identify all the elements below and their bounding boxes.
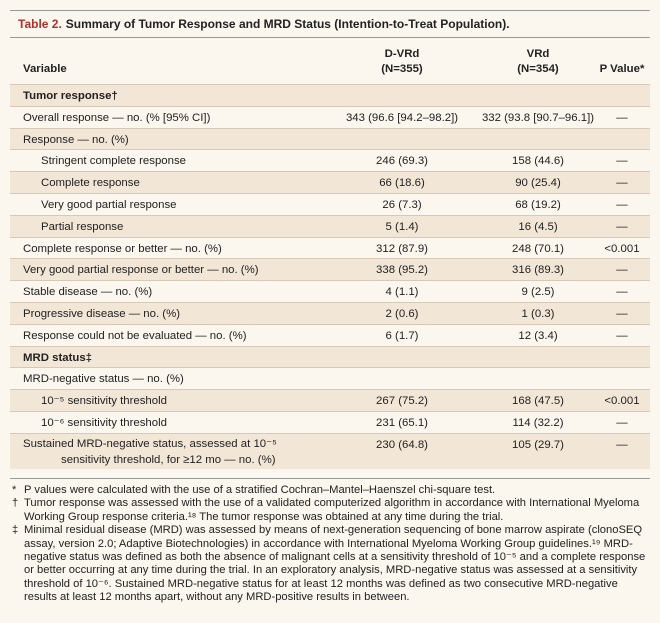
- cell-dvrd: 4 (1.1): [385, 286, 419, 299]
- table-row: [10, 280, 650, 302]
- cell-p-value: —: [616, 198, 628, 211]
- cell-vrd: 12 (3.4): [518, 329, 558, 342]
- table-title: [10, 10, 650, 38]
- footnote: [10, 497, 650, 524]
- cell-p-value: —: [616, 416, 628, 429]
- cell-dvrd: 26 (7.3): [382, 198, 422, 211]
- table-row: [10, 237, 650, 259]
- cell-dvrd: 231 (65.1): [376, 416, 428, 429]
- table-row: [10, 433, 650, 469]
- cell-vrd: 68 (19.2): [515, 198, 561, 211]
- header-dvrd-name: D-VRd: [384, 48, 420, 60]
- row-label: Very good partial response: [41, 198, 177, 211]
- row-label: Very good partial response or better — no. (%): [23, 264, 259, 277]
- cell-p-value: <0.001: [604, 242, 640, 255]
- cell-dvrd: 338 (95.2): [376, 264, 428, 277]
- table-row: [10, 302, 650, 324]
- cell-vrd: 1 (0.3): [521, 307, 555, 320]
- table-header: [10, 38, 650, 84]
- table-body: [10, 84, 650, 469]
- header-dvrd: [332, 47, 472, 77]
- cell-vrd: 168 (47.5): [512, 395, 564, 408]
- cell-dvrd: 6 (1.7): [385, 329, 419, 342]
- footnotes: [10, 478, 650, 605]
- cell-vrd: 114 (32.2): [512, 416, 564, 429]
- cell-vrd: 248 (70.1): [512, 242, 564, 255]
- table-row: [10, 258, 650, 280]
- table-row: [10, 389, 650, 411]
- cell-dvrd: 312 (87.9): [376, 242, 428, 255]
- cell-vrd: 332 (93.8 [90.7–96.1]): [481, 111, 595, 124]
- cell-p-value: —: [616, 307, 628, 320]
- cell-p-value: <0.001: [604, 395, 640, 408]
- cell-p-value: —: [616, 177, 628, 190]
- row-label-line: sensitivity threshold, for ≥12 mo — no. (%): [61, 453, 276, 466]
- cell-vrd: 9 (2.5): [521, 286, 555, 299]
- row-label: Complete response: [41, 177, 140, 190]
- row-label: 10⁻⁶ sensitivity threshold: [41, 416, 167, 429]
- cell-dvrd: 230 (64.8): [376, 438, 428, 451]
- table-row: [10, 149, 650, 171]
- cell-dvrd: 343 (96.6 [94.2–98.2]): [345, 111, 459, 124]
- cell-p-value: —: [616, 329, 628, 342]
- cell-dvrd: 2 (0.6): [385, 307, 419, 320]
- row-label: [23, 436, 277, 468]
- cell-p-value: —: [616, 264, 628, 277]
- table-row: [10, 128, 650, 150]
- table-row: [10, 106, 650, 128]
- header-vrd-n: (N=354): [517, 63, 559, 75]
- table-number: Table 2.: [18, 17, 62, 31]
- footnote-mark: †: [12, 497, 19, 510]
- cell-p-value: —: [616, 155, 628, 168]
- footnote-text: Tumor response was assessed with the use of a validated computerized algorithm in accordance with International Myeloma Working Group response criteria.¹⁸ The tumor response was obtained at any time during the trial.: [24, 497, 640, 523]
- cell-vrd: 16 (4.5): [518, 220, 558, 233]
- header-vrd-name: VRd: [526, 48, 550, 60]
- footnote-text: Minimal residual disease (MRD) was assessed by means of next-generation sequencing of bone marrow aspirate (clonoSEQ assay, version 2.0; Adaptive Biotechnologies) in accordance with International Myeloma Working Group guidelines.¹⁹ MRD-negative status was defined as both the absence of malignant cells at a sensitivity threshold of 10⁻⁵ and a complete response or better occurring at any time during the trial. In an exploratory analysis, MRD-negative status was assessed at a sensitivity threshold of 10⁻⁶. Sustained MRD-negative status for at least 12 months was defined as two consecutive MRD-negative results at least 12 months apart, without any MRD-positive results in between.: [24, 524, 646, 604]
- table-title-text: Summary of Tumor Response and MRD Status (Intention-to-Treat Population).: [65, 17, 510, 31]
- row-label: MRD status‡: [23, 351, 92, 364]
- table-row: [10, 215, 650, 237]
- cell-p-value: —: [616, 438, 628, 451]
- footnote-mark: *: [12, 484, 17, 496]
- row-label: Tumor response†: [23, 90, 118, 102]
- row-label: Partial response: [41, 220, 124, 233]
- header-variable: Variable: [23, 63, 67, 75]
- header-p-value: P Value*: [599, 63, 645, 75]
- cell-p-value: —: [616, 111, 628, 124]
- cell-dvrd: 246 (69.3): [376, 155, 428, 168]
- table-row: [10, 84, 650, 106]
- footnote-text: P values were calculated with the use of a stratified Cochran–Mantel–Haenszel chi-square test.: [24, 484, 496, 496]
- cell-dvrd: 66 (18.6): [379, 177, 425, 190]
- cell-p-value: —: [616, 220, 628, 233]
- cell-dvrd: 5 (1.4): [385, 220, 419, 233]
- row-label: 10⁻⁵ sensitivity threshold: [41, 395, 167, 408]
- header-vrd: [468, 47, 608, 77]
- table-row: [10, 411, 650, 433]
- row-label: Stable disease — no. (%): [23, 286, 153, 299]
- cell-dvrd: 267 (75.2): [376, 395, 428, 408]
- table-row: [10, 346, 650, 368]
- row-label: MRD-negative status — no. (%): [23, 373, 184, 386]
- table-row: [10, 171, 650, 193]
- row-label: Response — no. (%): [23, 133, 129, 146]
- cell-vrd: 316 (89.3): [512, 264, 564, 277]
- table-row: [10, 367, 650, 389]
- row-label: Complete response or better — no. (%): [23, 242, 222, 255]
- cell-p-value: —: [616, 286, 628, 299]
- cell-vrd: 158 (44.6): [512, 155, 564, 168]
- footnote: [10, 524, 650, 604]
- header-dvrd-n: (N=355): [381, 63, 423, 75]
- row-label: Overall response — no. (% [95% CI]): [23, 111, 211, 124]
- row-label: Stringent complete response: [41, 155, 186, 168]
- cell-vrd: 90 (25.4): [515, 177, 561, 190]
- table-row: [10, 324, 650, 346]
- cell-vrd: 105 (29.7): [512, 438, 564, 451]
- row-label: Progressive disease — no. (%): [23, 307, 180, 320]
- row-label-line: Sustained MRD-negative status, assessed at 10⁻⁵: [23, 437, 277, 450]
- table-row: [10, 193, 650, 215]
- footnote: [10, 484, 650, 497]
- footnote-mark: ‡: [12, 524, 19, 537]
- row-label: Response could not be evaluated — no. (%): [23, 329, 247, 342]
